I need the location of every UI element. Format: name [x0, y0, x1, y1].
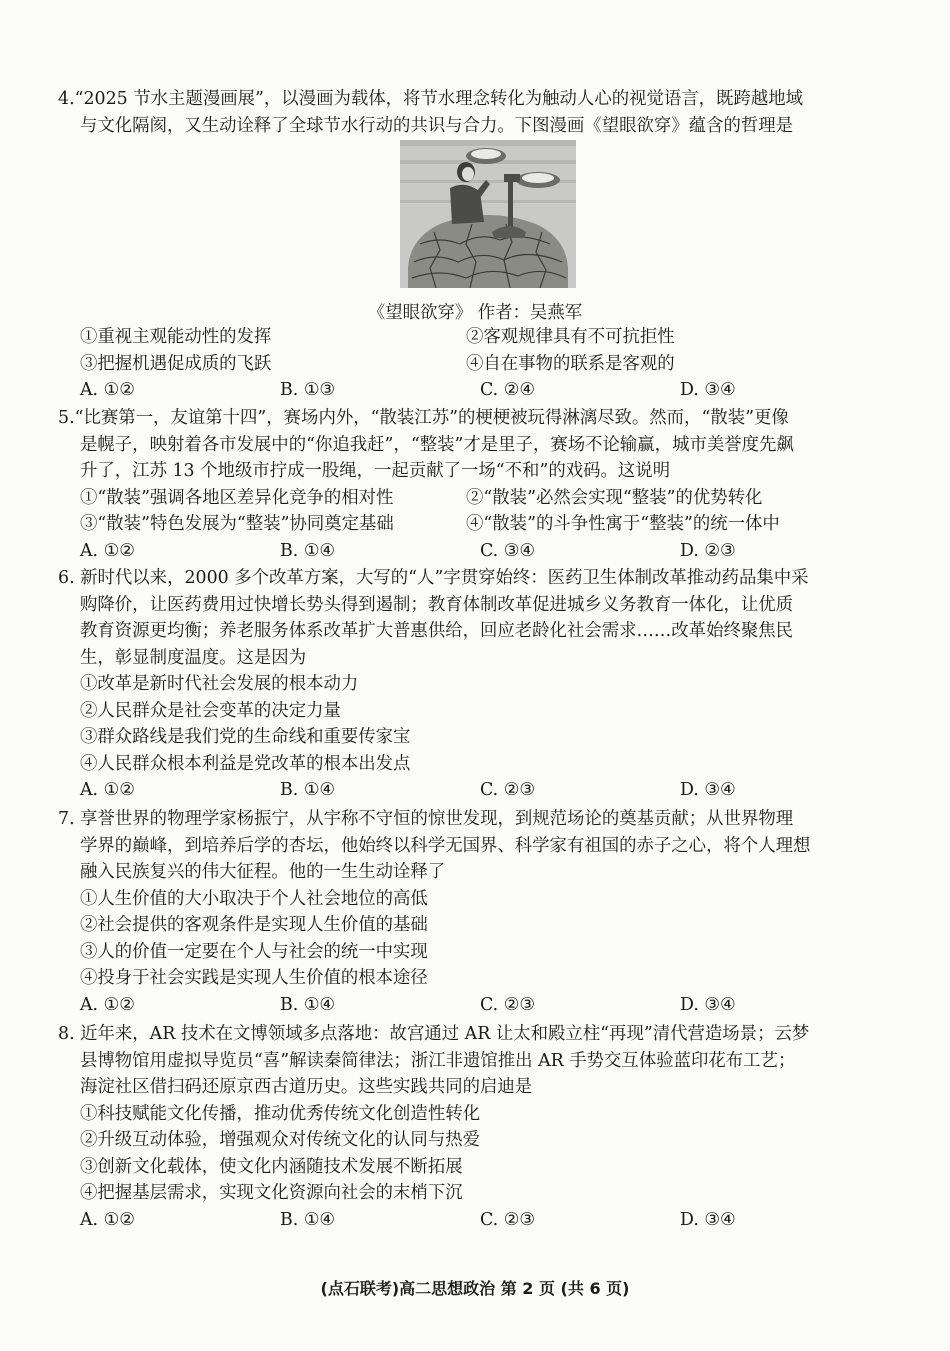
question-6-stem-line: 6. 新时代以来，2000 多个改革方案，大写的“人”字贯穿始终：医药卫生体制改革推动药品集中采 [58, 568, 809, 588]
question-7-stem-line: 学界的巅峰，到培养后学的杏坛，他始终以科学无国界、科学家有祖国的赤子之心，将个人理想 [80, 835, 811, 856]
answer-a: A. ①② [80, 380, 135, 400]
answer-c: C. ②③ [480, 780, 535, 800]
page-footer: (点石联考)高二思想政治 第 2 页 (共 6 页) [320, 1279, 630, 1298]
question-8-stem-line: 8. 近年来，AR 技术在文博领域多点落地：故宫通过 AR 让太和殿立柱“再现”清代营造场景；云梦 [58, 1024, 810, 1044]
question-5-stem-line: 是幌子，映射着各市发展中的“你追我赶”，“整装”才是里子，赛场不论输赢，城市美誉度先飙 [80, 434, 794, 455]
answer-row [58, 377, 896, 404]
question-8-stem-line: 海淀社区借扫码还原京西古道历史。这些实践共同的启迪是 [80, 1077, 533, 1097]
answer-b: B. ①④ [280, 994, 336, 1015]
question-4-stem-line: 与文化隔阂，又生动诠释了全球节水行动的共识与合力。下图漫画《望眼欲穿》蕴含的哲理是 [80, 115, 794, 136]
option-1: ①改革是新时代社会发展的根本动力 [80, 674, 359, 694]
question-4-stem-line: 4.“2025 节水主题漫画展”，以漫画为载体，将节水理念转化为触动人心的视觉语言，既跨越地域 [58, 89, 804, 109]
question-5-stem-line: 5.“比赛第一，友谊第十四”，赛场内外，“散装江苏”的梗梗被玩得淋漓尽致。然而，“散装”更像 [58, 408, 789, 428]
answer-row [58, 1207, 896, 1234]
option-4: ④自在事物的联系是客观的 [466, 353, 675, 374]
option-3: ③“散装”特色发展为“整装”协同奠定基础 [80, 514, 394, 534]
answer-c: C. ③④ [480, 540, 535, 561]
answer-b: B. ①④ [280, 540, 336, 561]
option-4: ④投身于社会实践是实现人生价值的根本途径 [80, 968, 428, 988]
answer-b: B. ①④ [280, 1209, 336, 1230]
question-4-options [58, 324, 896, 404]
option-2: ②人民群众是社会变革的决定力量 [80, 700, 341, 721]
answer-d: D. ③④ [680, 1209, 736, 1230]
answer-a: A. ①② [80, 780, 135, 800]
answer-c: C. ②③ [480, 1209, 535, 1230]
answer-a: A. ①② [80, 994, 135, 1015]
question-7-stem-line: 7. 享誉世界的物理学家杨振宁，从宇称不守恒的惊世发现，到规范场论的奠基贡献；从世界物理 [58, 809, 794, 829]
option-4: ④把握基层需求，实现文化资源向社会的末梢下沉 [80, 1183, 463, 1203]
option-1: ①“散装”强调各地区差异化竞争的相对性 [80, 487, 394, 508]
answer-b: B. ①④ [280, 780, 336, 800]
answer-d: D. ③④ [680, 780, 736, 800]
option-3: ③把握机遇促成质的飞跃 [80, 353, 272, 374]
option-3: ③创新文化载体，使文化内涵随技术发展不断拓展 [80, 1156, 463, 1177]
answer-row [58, 992, 896, 1019]
option-4: ④人民群众根本利益是党改革的根本出发点 [80, 753, 411, 774]
answer-d: D. ②③ [680, 540, 736, 561]
answer-c: C. ②③ [480, 994, 535, 1015]
option-1: ①科技赋能文化传播，推动优秀传统文化创造性转化 [80, 1103, 480, 1124]
cartoon-image [400, 140, 576, 288]
option-2: ②“散装”必然会实现“整装”的优势转化 [466, 487, 763, 508]
answer-d: D. ③④ [680, 380, 736, 400]
answer-a: A. ①② [80, 1209, 135, 1230]
answer-d: D. ③④ [680, 994, 736, 1015]
option-1: ①人生价值的大小取决于个人社会地位的高低 [80, 888, 428, 909]
answer-row [58, 777, 896, 804]
answer-b: B. ①③ [280, 380, 336, 400]
option-4: ④“散装”的斗争性寓于“整装”的统一体中 [466, 514, 780, 534]
option-3: ③人的价值一定要在个人与社会的统一中实现 [80, 941, 428, 962]
option-2: ②升级互动体验，增强观众对传统文化的认同与热爱 [80, 1130, 480, 1150]
question-7-stem-line: 融入民族复兴的伟大征程。他的一生生动诠释了 [80, 862, 446, 882]
cartoon-caption: 《望眼欲穿》 作者：吴燕军 [367, 303, 583, 323]
question-4 [58, 86, 896, 139]
answer-a: A. ①② [80, 540, 135, 561]
option-1: ①重视主观能动性的发挥 [80, 327, 272, 347]
option-2: ②社会提供的客观条件是实现人生价值的基础 [80, 915, 428, 935]
option-2: ②客观规律具有不可抗拒性 [466, 327, 675, 347]
option-3: ③群众路线是我们党的生命线和重要传家宝 [80, 727, 411, 747]
answer-row [58, 538, 896, 565]
question-6-stem-line: 生，彰显制度温度。这是因为 [80, 647, 307, 668]
question-8 [58, 1021, 896, 1233]
question-5 [58, 405, 896, 564]
question-8-stem-line: 县博物馆用虚拟导览员“喜”解读秦简律法；浙江非遗馆推出 AR 手势交互体验蓝印花布工艺； [80, 1050, 796, 1071]
question-6-stem-line: 购降价，让医药费用过快增长势头得到遏制；教育体制改革促进城乡义务教育一体化，让优质 [80, 594, 794, 615]
question-5-stem-line: 升了，江苏 13 个地级市拧成一股绳，一起贡献了一场“不和”的戏码。这说明 [80, 461, 671, 481]
question-6-stem-line: 教育资源更均衡；养老服务体系改革扩大普惠供给，回应老龄化社会需求……改革始终聚焦民 [80, 621, 794, 641]
answer-c: C. ②④ [480, 380, 535, 400]
question-6 [58, 565, 896, 804]
question-7 [58, 806, 896, 1018]
